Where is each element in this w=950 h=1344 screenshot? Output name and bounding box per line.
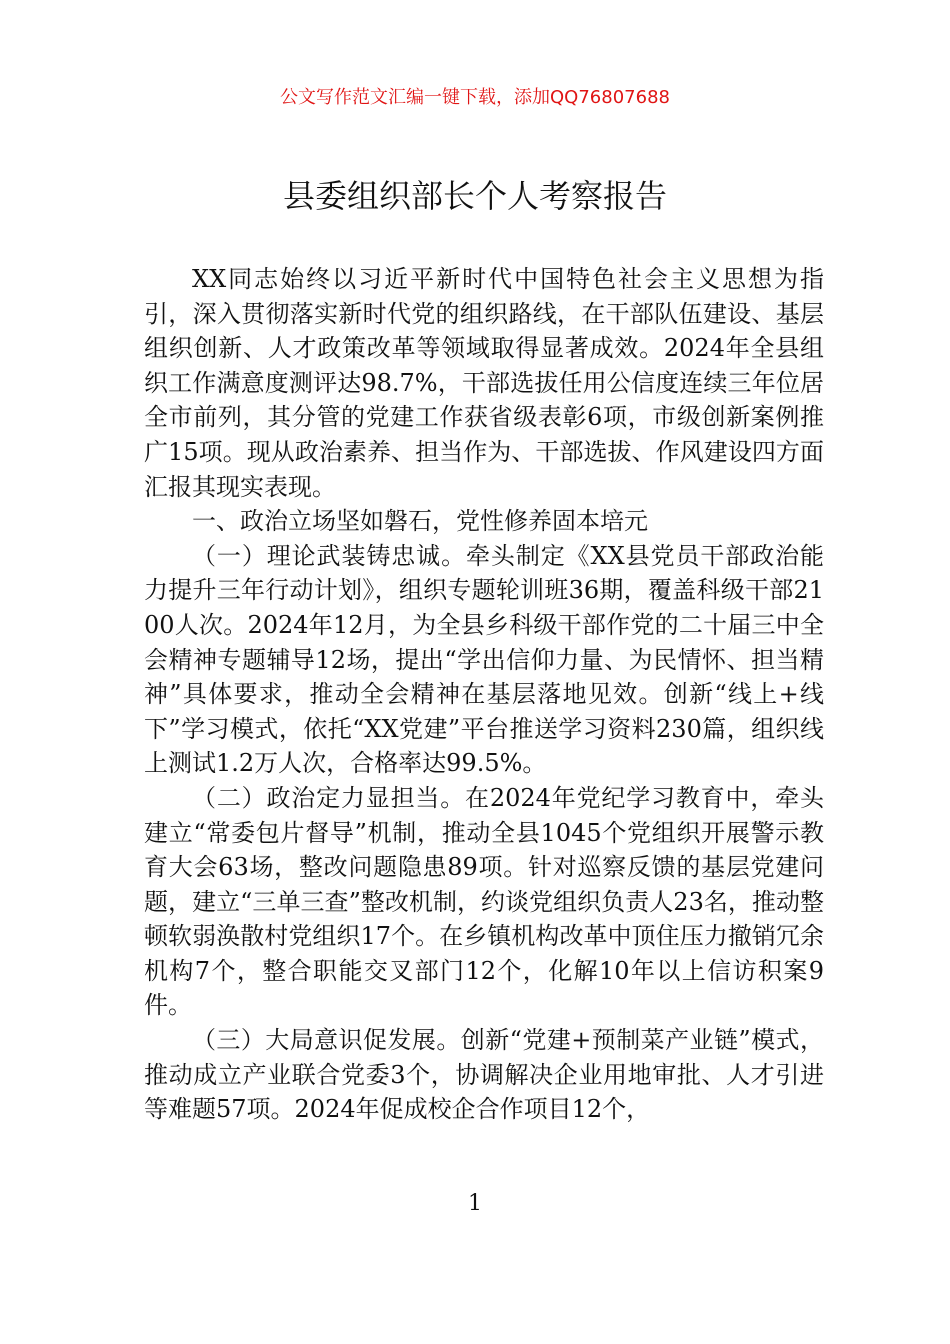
section-heading-1: 一、政治立场坚如磐石，党性修养固本培元 bbox=[192, 507, 648, 536]
document-title: 县委组织部长个人考察报告 bbox=[282, 177, 667, 215]
subsection-paragraph-2: （二）政治定力显担当。在2024年党纪学习教育中，牵头建立“常委包片督导”机制，推动全县1045个党组织开展警示教育大会63场，整改问题隐患89项。针对巡察反馈的基层党建问题，建立“三单三查”整改机制，约谈党组织负责人23名，推动整顿软弱涣散村党组织17个。在乡镇机构改革中顶住压力撤销冗余机构7个，整合职能交叉部门12个，化解10年以上信访积案9件。 bbox=[144, 783, 824, 1020]
subsection-paragraph-1: （一）理论武装铸忠诚。牵头制定《XX县党员干部政治能力提升三年行动计划》，组织专题轮训班36期，覆盖科级干部2100人次。2024年12月，为全县乡科级干部作党的二十届三中全会精神专题辅导12场，提出“学出信仰力量、为民情怀、担当精神”具体要求，推动全会精神在基层落地见效。创新“线上+线下”学习模式，依托“XX党建”平台推送学习资料230篇，组织线上测试1.2万人次，合格率达99.5%。 bbox=[144, 541, 824, 778]
page-number: 1 bbox=[468, 1191, 482, 1216]
subsection-paragraph-3: （三）大局意识促发展。创新“党建+预制菜产业链”模式，推动成立产业联合党委3个，协调解决企业用地审批、人才引进等难题57项。2024年促成校企合作项目12个， bbox=[144, 1026, 824, 1124]
intro-paragraph: XX同志始终以习近平新时代中国特色社会主义思想为指引，深入贯彻落实新时代党的组织路线，在干部队伍建设、基层组织创新、人才政策改革等领域取得显著成效。2024年全县组织工作满意度测评达98.7%，干部选拔任用公信度连续三年位居全市前列，其分管的党建工作获省级表彰6项，市级创新案例推广15项。现从政治素养、担当作为、干部选拔、作风建设四方面汇报其现实表现。 bbox=[144, 265, 824, 501]
document-body bbox=[144, 262, 824, 1127]
download-banner: 公文写作范文汇编一键下载，添加QQ76807688 bbox=[280, 87, 670, 108]
